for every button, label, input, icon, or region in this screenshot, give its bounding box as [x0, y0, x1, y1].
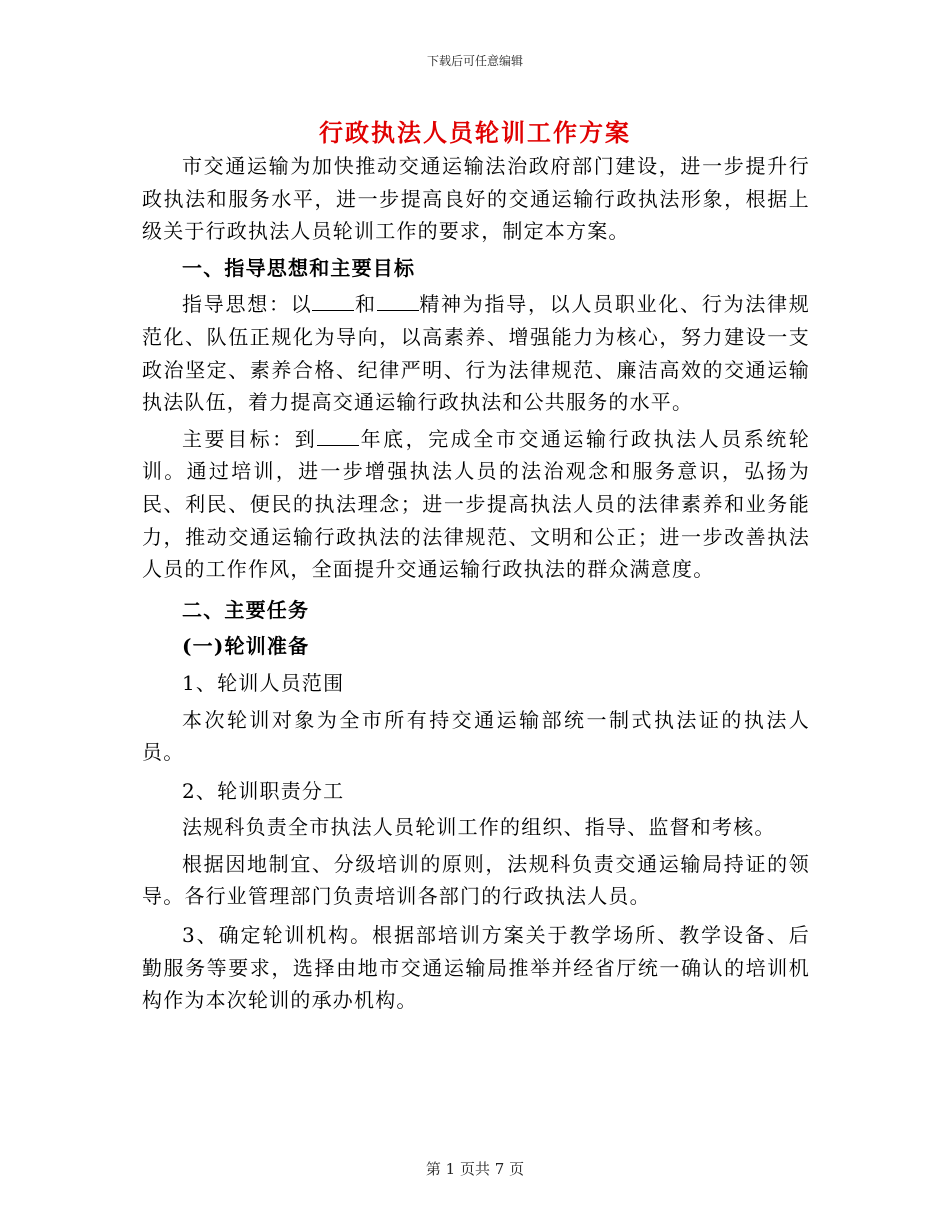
guide-text-b: 和: [354, 292, 377, 317]
subsection1-heading: (一)轮训准备: [182, 634, 310, 659]
document-body: [142, 150, 810, 1017]
item2-title: 2、轮训职责分工: [182, 778, 345, 803]
item3-text: 3、确定轮训机构。根据部培训方案关于教学场所、教学设备、后勤服务等要求，选择由地市交通运输局推举并经省厅统一确认的培训机构作为本次轮训的承办机构。: [142, 923, 810, 1013]
goal-text-a: 主要目标：到: [182, 426, 318, 451]
main-goal-paragraph: [142, 423, 810, 586]
fill-blank: [317, 427, 359, 446]
guide-text-c: 精神为指导，以人员职业化、行为法律规范化、队伍正规化为导向，以高素养、增强能力为核心，努力建设一支政治坚定、素养合格、纪律严明、行为法律规范、廉洁高效的交通运输执法队伍，着力提高交通运输行政执法和公共服务的水平。: [142, 292, 810, 415]
goal-text-b: 年底，完成全市交通运输行政执法人员系统轮训。通过培训，进一步增强执法人员的法治观念和服务意识，弘扬为民、利民、便民的执法理念；进一步提高执法人员的法律素养和业务能力，推动交通运输行政执法的法律规范、文明和公正；进一步改善执法人员的工作作风，全面提升交通运输行政执法的群众满意度。: [142, 426, 811, 582]
section2-heading: 二、主要任务: [182, 597, 310, 622]
document-title: 行政执法人员轮训工作方案: [319, 118, 631, 147]
guide-text-a: 指导思想：以: [182, 292, 313, 317]
fill-blank: [312, 292, 354, 311]
page-header-note: 下载后可任意编辑: [426, 54, 523, 68]
item2-text-2: 根据因地制宜、分级培训的原则，法规科负责交通运输局持证的领导。各行业管理部门负责培训各部门的行政执法人员。: [142, 851, 810, 909]
section1-heading: 一、指导思想和主要目标: [182, 255, 416, 280]
guiding-ideology-paragraph: [142, 288, 810, 418]
item2-text-1: 法规科负责全市执法人员轮训工作的组织、指导、监督和考核。: [182, 815, 776, 840]
item1-title: 1、轮训人员范围: [182, 670, 345, 695]
fill-blank: [377, 292, 419, 311]
intro-paragraph: 市交通运输为加快推动交通运输法治政府部门建设，进一步提升行政执法和服务水平，进一步提高良好的交通运输行政执法形象，根据上级关于行政执法人员轮训工作的要求，制定本方案。: [142, 154, 810, 244]
item1-text: 本次轮训对象为全市所有持交通运输部统一制式执法证的执法人员。: [142, 707, 810, 765]
page-footer-number: 第 1 页共 7 页: [425, 1160, 525, 1178]
